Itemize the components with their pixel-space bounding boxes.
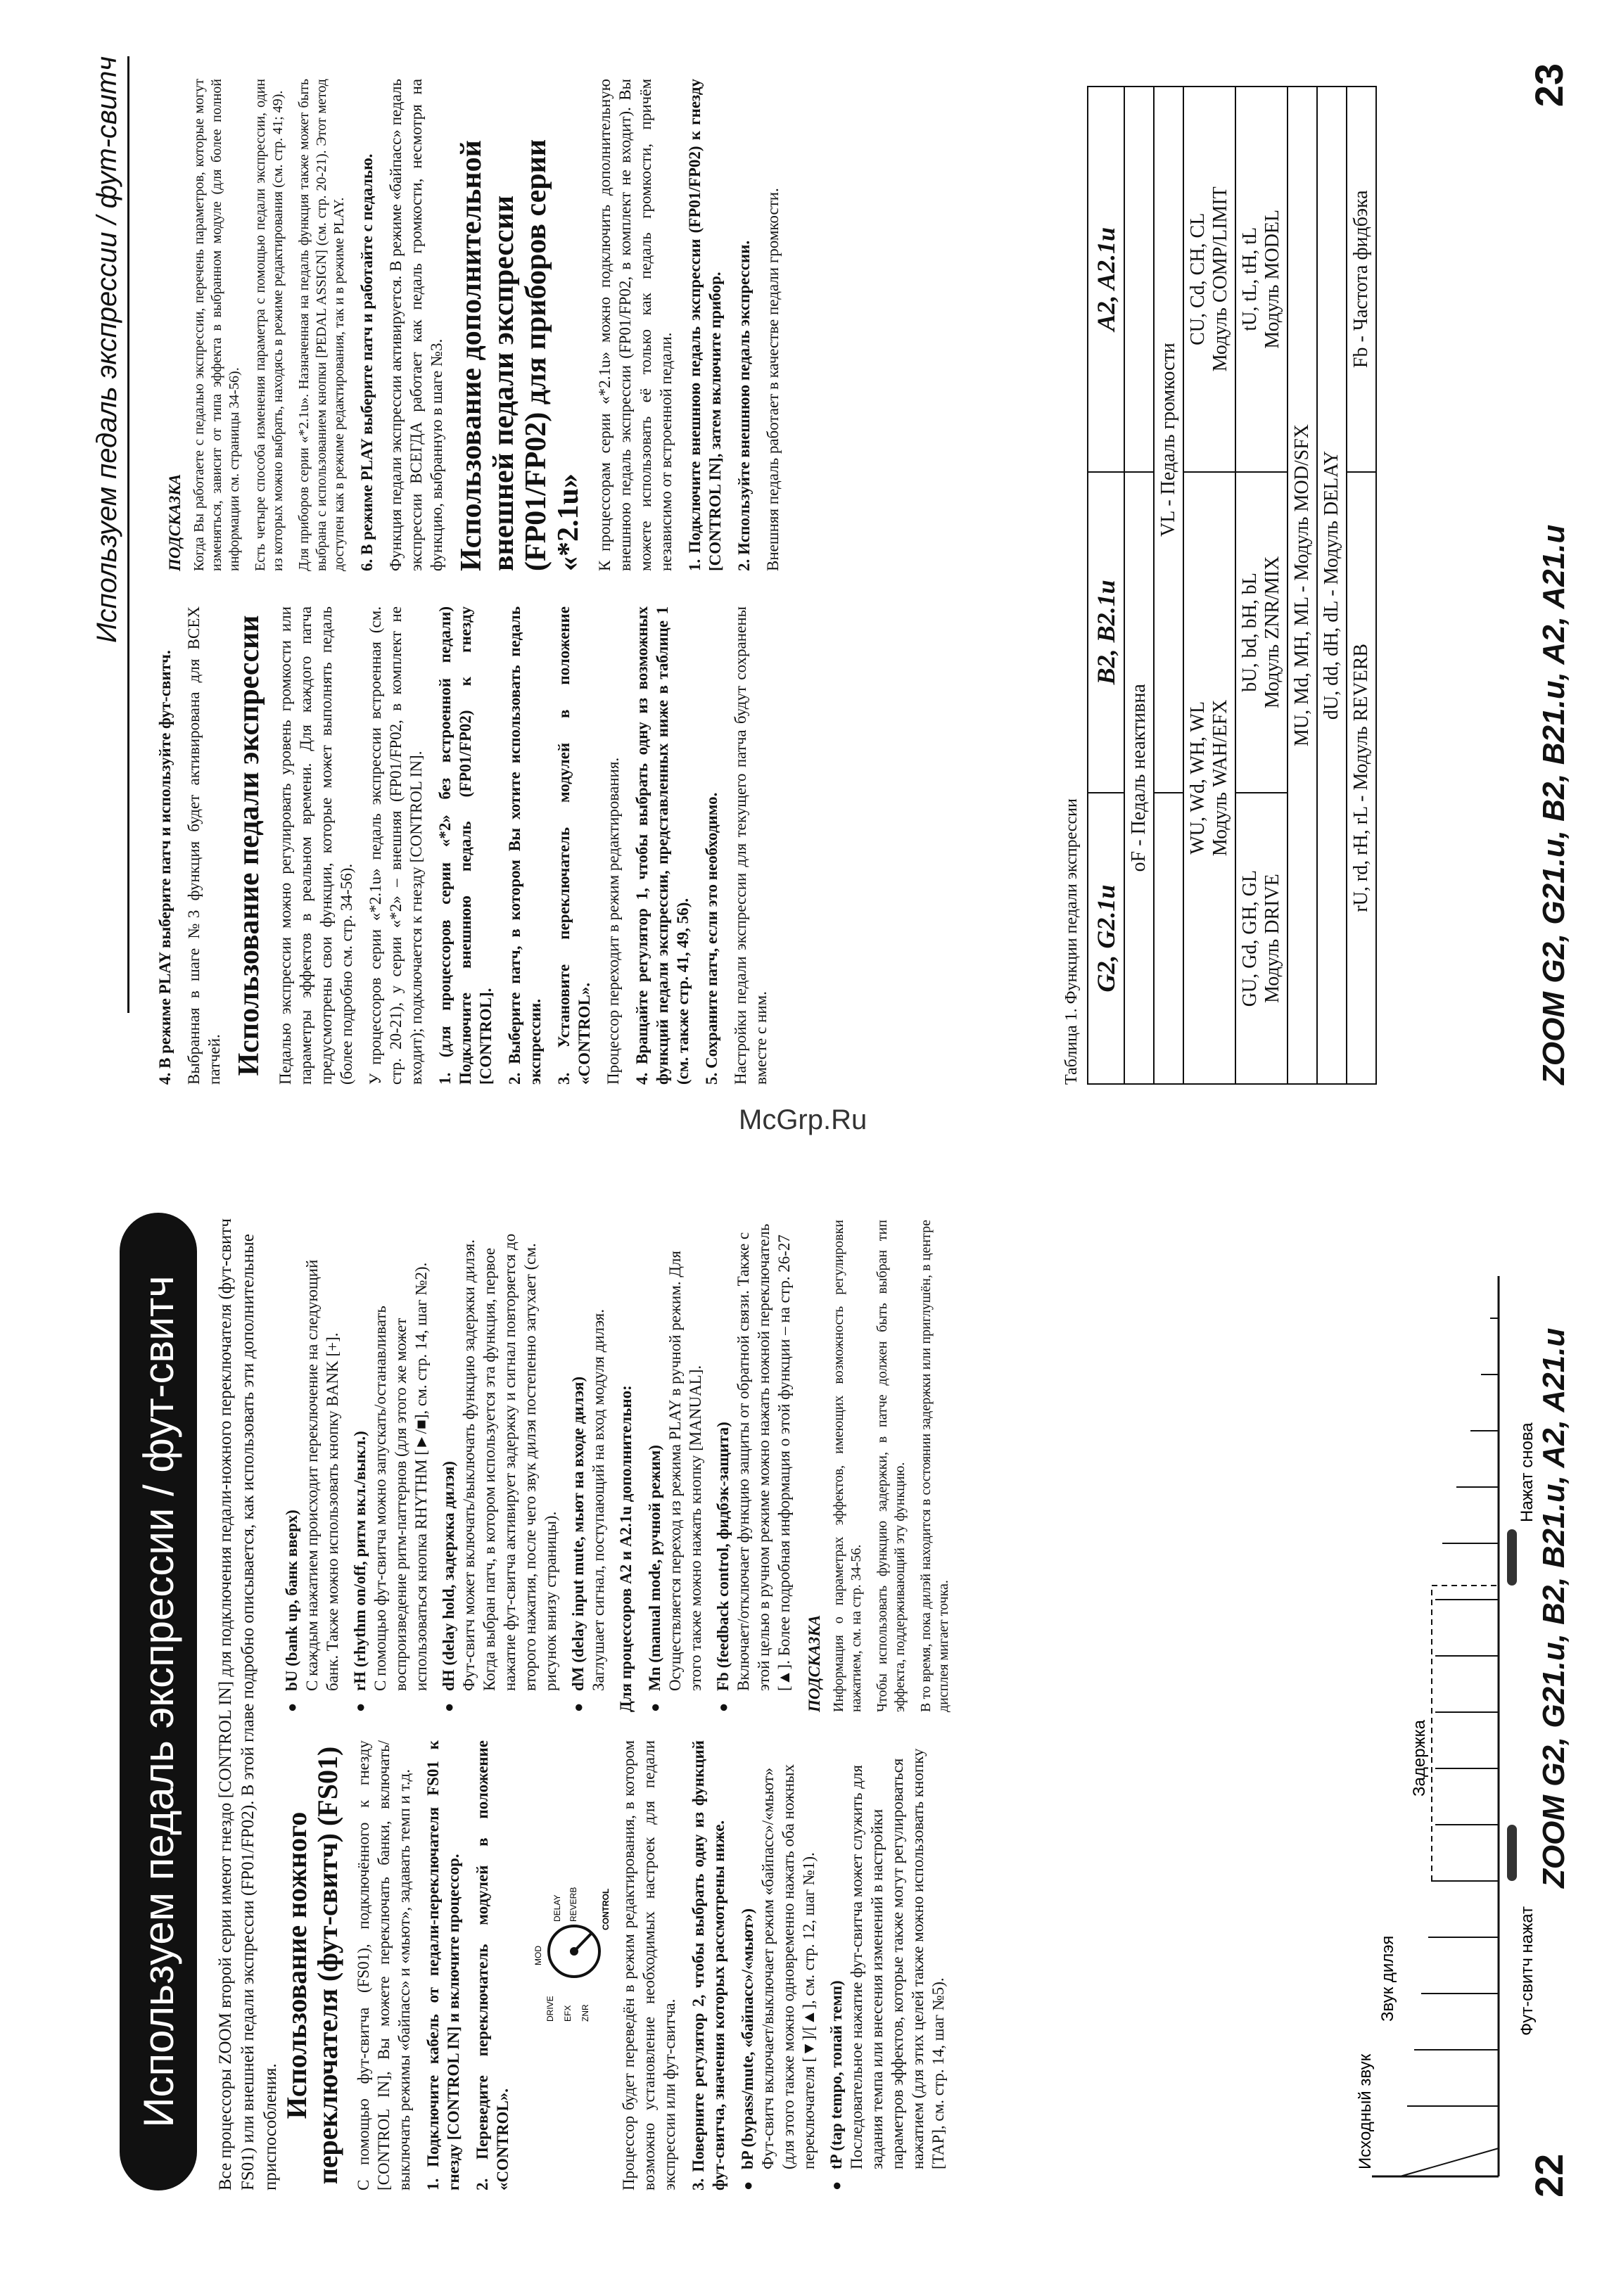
cell-codes: tU, tL, tH, tL bbox=[1239, 227, 1261, 331]
table-cell: VL - Педаль громкости bbox=[1154, 87, 1183, 793]
step: 1. Подключите внешнюю педаль экспрессии (FP01/FP02) к гнезду [CONTROL IN], затем включите прибор. bbox=[686, 79, 724, 571]
knob-label: DELAY bbox=[552, 1894, 562, 1922]
cell-module: Модуль MODEL bbox=[1261, 209, 1283, 349]
knob-label: DRIVE bbox=[545, 1996, 555, 2022]
step: 6. В режиме PLAY выберите патч и работайте с педалью. bbox=[358, 153, 376, 571]
table-header: B2, B2.1u bbox=[1088, 472, 1124, 793]
table-cell bbox=[1183, 472, 1235, 1084]
external-pedal-heading: Использование дополнительной внешней педали экспрессии (FP01/FP02) для приборов серии «*2.1u» bbox=[455, 139, 585, 571]
paragraph: Выбранная в шаге №3 функция будет активирована для ВСЕХ патчей. bbox=[185, 606, 223, 1085]
expression-pedal-functions-table bbox=[1087, 86, 1377, 1085]
table-header: G2, G2.1u bbox=[1088, 793, 1124, 1084]
left-column-2 bbox=[281, 1220, 961, 1712]
step: 4. В режиме PLAY выберите патч и используйте фут-свитч. bbox=[156, 650, 174, 1085]
hint-text: Информация о параметрах эффектов, имеющих возможность регулировки нажатием, см. на стр. 34-56. bbox=[831, 1220, 864, 1712]
step: 2. Используйте внешнюю педаль экспрессии. bbox=[735, 240, 753, 571]
paragraph: Внешняя педаль работает в качестве педали громкости. bbox=[764, 188, 782, 571]
diagram-label: Задержка bbox=[1410, 1720, 1429, 1797]
function-term: ● Mn (manual mode, ручной режим) bbox=[646, 1445, 663, 1691]
paragraph: С помощью фут-свитча (FS01), подключённого к гнезду [CONTROL IN], Вы можете переключать банки, включать/выключать режимы «байпасс» и «мьют», задавать темп и т.д. bbox=[355, 1740, 413, 2190]
function-term: ● bU (bank up, банк вверх) bbox=[283, 1510, 300, 1691]
page-banner: Используем педаль экспрессии / фут-свитч bbox=[120, 1213, 197, 2190]
cell-codes: CU, Cd, CH, CL bbox=[1187, 212, 1209, 345]
footswitch-function bbox=[568, 1220, 609, 1712]
step: 3. Установите переключатель модулей в положение «CONTROL». bbox=[555, 606, 593, 1085]
table-caption: Таблица 1. Функции педали экспрессии bbox=[1062, 798, 1081, 1085]
paragraph: Настройки педали экспрессии для текущего патча будут сохранены вместе с ним. bbox=[732, 606, 770, 1085]
step: 3. Поверните регулятор 2, чтобы выбрать одну из функций фут-свитча, значения которых рассмотрены ниже. bbox=[689, 1740, 727, 2190]
table-row bbox=[1124, 87, 1154, 1084]
table-cell bbox=[1235, 472, 1288, 793]
function-text: С помощью фут-свитча можно запускать/останавливать воспроизведение ритм-паттернов (для этого же может использоваться кнопка RHYTHM [►/■], см. стр. 14, шаг №2). bbox=[371, 1262, 430, 1691]
table-row bbox=[1154, 87, 1183, 1084]
step: 2. Выберите патч, в котором Вы хотите использовать педаль экспрессии. bbox=[506, 606, 544, 1085]
step: 2. Переведите переключатель модулей в положение «CONTROL». bbox=[473, 1740, 511, 2190]
footswitch-function bbox=[281, 1220, 343, 1712]
hint-text: Когда Вы работаете с педалью экспрессии, перечень параметров, которые могут изменяться, зависит от типа эффекта в выбранном модуле (для более полной информации см. страницы 34-56). bbox=[191, 79, 242, 571]
knob-label: EFX bbox=[563, 2005, 573, 2022]
delay-hold-diagram bbox=[1358, 1262, 1541, 2190]
paragraph: Функция педали экспрессии активируется. В режиме «байпасс» педаль экспрессии ВСЕГДА работает как педаль громкости, несмотря на функцию, выбранную в шаге №3. bbox=[387, 79, 445, 571]
hint-text: Чтобы использовать функцию задержки, в патче должен быть выбран тип эффекта, поддерживающий эту функцию. bbox=[875, 1220, 908, 1712]
page-footer: ZOOM G2, G21.u, B2, B21.u, A2, A21.u bbox=[1537, 1327, 1571, 1888]
function-term: ● dM (delay input mute, мьют на входе дилэя) bbox=[569, 1376, 587, 1691]
step: 5. Сохраните патч, если это необходимо. bbox=[703, 792, 720, 1085]
left-page bbox=[0, 1148, 1621, 2296]
running-header: Используем педаль экспрессии / фут-свитч bbox=[91, 56, 129, 1013]
left-column-1 bbox=[281, 1740, 955, 2190]
hint-text: Есть четыре способа изменения параметра с помощью педали экспрессии, один из которых можно выбрать, находясь в режиме редактирования (см. стр. 41; 49). bbox=[253, 79, 286, 571]
function-text: Последовательное нажатие фут-свитча может служить для задания темпа или внесения изменений в настройки параметров эффектов, которые также могут регулироваться нажатием (для этих целей также можно использовать кнопку [TAP], см. стр. 14, шаг №5). bbox=[848, 1748, 947, 2169]
footswitch-function bbox=[826, 1740, 948, 2190]
table-row bbox=[1183, 87, 1235, 1084]
table-cell bbox=[1235, 793, 1288, 1084]
paragraph: У процессоров серии «*2.1u» педаль экспрессии встроенная (см. стр. 20-21), у серии «*2» – внешняя (FP01/FP02, в комплект не входит); подключается к гнезду [CONTROL IN]. bbox=[367, 606, 425, 1085]
function-term: ● bP (bypass/mute, «байпасс»/«мьют») bbox=[739, 1908, 756, 2169]
footswitch-function bbox=[644, 1220, 706, 1712]
page-number: 22 bbox=[1527, 2153, 1571, 2198]
paragraph: К процессорам серии «*2.1u» можно подключить дополнительную внешнюю педаль экспрессии (FP01/FP02, в комплект не входит). Вы можете использовать её только как педаль громкости, причём независимо от встроенной педали. bbox=[596, 79, 675, 571]
paragraph: Процессор будет переведён в режим редактирования, в котором возможно установление необходимых настроек для педали экспрессии или фут-свитча. bbox=[620, 1740, 678, 2190]
watermark: McGrp.Ru bbox=[739, 1104, 867, 1135]
table-cell bbox=[1235, 87, 1288, 472]
hint-title: ПОДСКАЗКА bbox=[806, 1614, 823, 1712]
footswitch-function bbox=[438, 1220, 561, 1712]
table-row bbox=[1288, 87, 1317, 1084]
diagram-label: Фут-свитч нажат bbox=[1518, 1906, 1537, 2036]
table-cell: MU, Md, MH, ML - Модуль MOD/SFX bbox=[1288, 87, 1317, 1084]
footswitch-function bbox=[737, 1740, 819, 2190]
table-header: A2, A2.1u bbox=[1088, 87, 1124, 472]
table-cell bbox=[1154, 793, 1183, 1084]
table-row bbox=[1347, 87, 1376, 1084]
hint-title: ПОДСКАЗКА bbox=[166, 473, 184, 571]
a2-note: Для процессоров A2 и A2.1u дополнительно: bbox=[617, 1385, 635, 1712]
diagram-label: Исходный звук bbox=[1356, 2053, 1375, 2169]
cell-module: Модуль DRIVE bbox=[1261, 874, 1283, 1003]
knob-label: REVERB bbox=[568, 1887, 578, 1922]
hint-text: В то время, пока дилэй находится в состоянии задержки или приглушён, в центре дисплея мигает точка. bbox=[918, 1220, 951, 1712]
table-cell: Fb - Частота фидбэка bbox=[1347, 87, 1376, 472]
page-footer: ZOOM G2, G21.u, B2, B21.u, A2, A21.u bbox=[1537, 524, 1571, 1085]
cell-codes: WU, Wd, WH, WL bbox=[1187, 701, 1209, 855]
step: 1. (для процессоров серии «*2» без встроенной педали) Подключите внешнюю педаль (FP01/FP02) к гнезду [CONTROL]. bbox=[436, 606, 495, 1085]
diagram-label: Нажат снова bbox=[1518, 1422, 1537, 1522]
table-header-row bbox=[1088, 87, 1124, 1084]
function-term: ● tP (tap tempo, топай темп) bbox=[827, 1980, 845, 2169]
cell-codes: GU, Gd, GH, GL bbox=[1239, 869, 1261, 1007]
diagram-label: Звук дилэя bbox=[1378, 1935, 1397, 2022]
footswitch-function bbox=[350, 1220, 431, 1712]
right-column-1 bbox=[155, 606, 780, 1085]
page-number: 23 bbox=[1527, 63, 1571, 108]
footswitch-heading: Использование ножного переключателя (фут-свитч) (FS01) bbox=[281, 1746, 343, 2185]
table-cell bbox=[1124, 87, 1154, 472]
hint-text: Для приборов серии «*2.1u». Назначенная на педаль функция также может быть выбрана с использованием кнопки [PEDAL ASSIGN] (см. стр. 20-21). Этот метод доступен как в режиме редактирования, так и в режиме PLAY. bbox=[296, 79, 347, 571]
function-text: С каждым нажатием происходит переключение на следующий банк. Также можно использовать кнопку BANK [+]. bbox=[303, 1259, 341, 1691]
step: 1. Подключите кабель от педали-переключателя FS01 к гнезду [CONTROL IN] и включите процессор. bbox=[424, 1740, 462, 2190]
function-term: ● dH (delay hold, задержка дилэя) bbox=[440, 1461, 457, 1691]
step: 4. Вращайте регулятор 1, чтобы выбрать одну из возможных функций педали экспрессии, представленных ниже в таблице 1 (см. также стр. 41, 49, 56). bbox=[633, 606, 692, 1085]
paragraph: Процессор переходит в режим редактирования. bbox=[604, 757, 622, 1085]
function-text: Фут-свитч включает/выключает режим «байпасс»/«мьют» (для этого также можно одновременно нажать оба ножных переключателя [▼]/[▲], см. стр. 12, шаг №1). bbox=[759, 1764, 818, 2169]
table-row bbox=[1235, 87, 1288, 1084]
function-text: Заглушает сигнал, поступающий на вход модуля дилэя. bbox=[590, 1309, 607, 1691]
table-cell: dU, dd, dH, dL - Модуль DELAY bbox=[1317, 87, 1347, 1084]
function-term: ● rH (rhythm on/off, ритм вкл./выкл.) bbox=[351, 1431, 369, 1691]
footswitch-function bbox=[713, 1220, 794, 1712]
table-cell: rU, rd, rH, rL - Модуль REVERB bbox=[1347, 472, 1376, 1084]
function-text: Осуществляется переход из режима PLAY в ручной режим. Для этого также можно нажать кнопку [MANUAL]. bbox=[666, 1251, 704, 1691]
table-cell bbox=[1183, 87, 1235, 472]
knob-label: ZNR bbox=[580, 2004, 590, 2022]
function-term: ● Fb (feedback control, фидбэк-защита) bbox=[714, 1422, 732, 1691]
function-text: Включает/отключает функцию защиты от обратной связи. Также с этой целью в ручном режиме можно нажать ножной переключатель [▲]. Более подробная информация о этой функции – на стр. 26-27 bbox=[735, 1223, 793, 1691]
function-text: Фут-свитч может включать/выключать функцию задержки дилэя. Когда выбран патч, в котором используется эта функция, первое нажатие фут-свитча активирует задержку и сигнал повторяется до второго нажатия, после чего звук дилэя постепенно затухает (см. рисунок внизу страницы). bbox=[460, 1233, 559, 1691]
table-row bbox=[1317, 87, 1347, 1084]
cell-module: Модуль ZNR/MIX bbox=[1261, 556, 1283, 709]
module-selector-knob-illustration bbox=[521, 1887, 613, 2036]
cell-codes: bU, bd, bH, bL bbox=[1239, 573, 1261, 692]
expression-pedal-heading: Использование педали экспрессии bbox=[233, 615, 265, 1076]
table-cell: oF - Педаль неактивна bbox=[1124, 472, 1154, 1084]
cell-module: Модуль COMP/LIMIT bbox=[1209, 186, 1231, 372]
knob-label: CONTROL bbox=[601, 1888, 611, 1930]
knob-label: MOD bbox=[533, 1946, 543, 1965]
right-column-2 bbox=[155, 79, 792, 571]
paragraph: Педалью экспрессии можно регулировать уровень громкости или параметры эффектов в реальном времени. Для каждого патча предусмотрены свои функции, которые может выполнять педаль (более подробно см. стр. 34-56). bbox=[276, 606, 355, 1085]
intro-paragraph: Все процессоры ZOOM второй серии имеют гнездо [CONTROL IN] для подключения педали-ножного переключателя (фут-свитч FS01) или внешней педали экспрессии (FP01/FP02). В этой главе подробно описывается, как использовать эти дополнительные приспособления. bbox=[216, 1218, 280, 2190]
cell-module: Модуль WAH/EFX bbox=[1209, 699, 1231, 857]
